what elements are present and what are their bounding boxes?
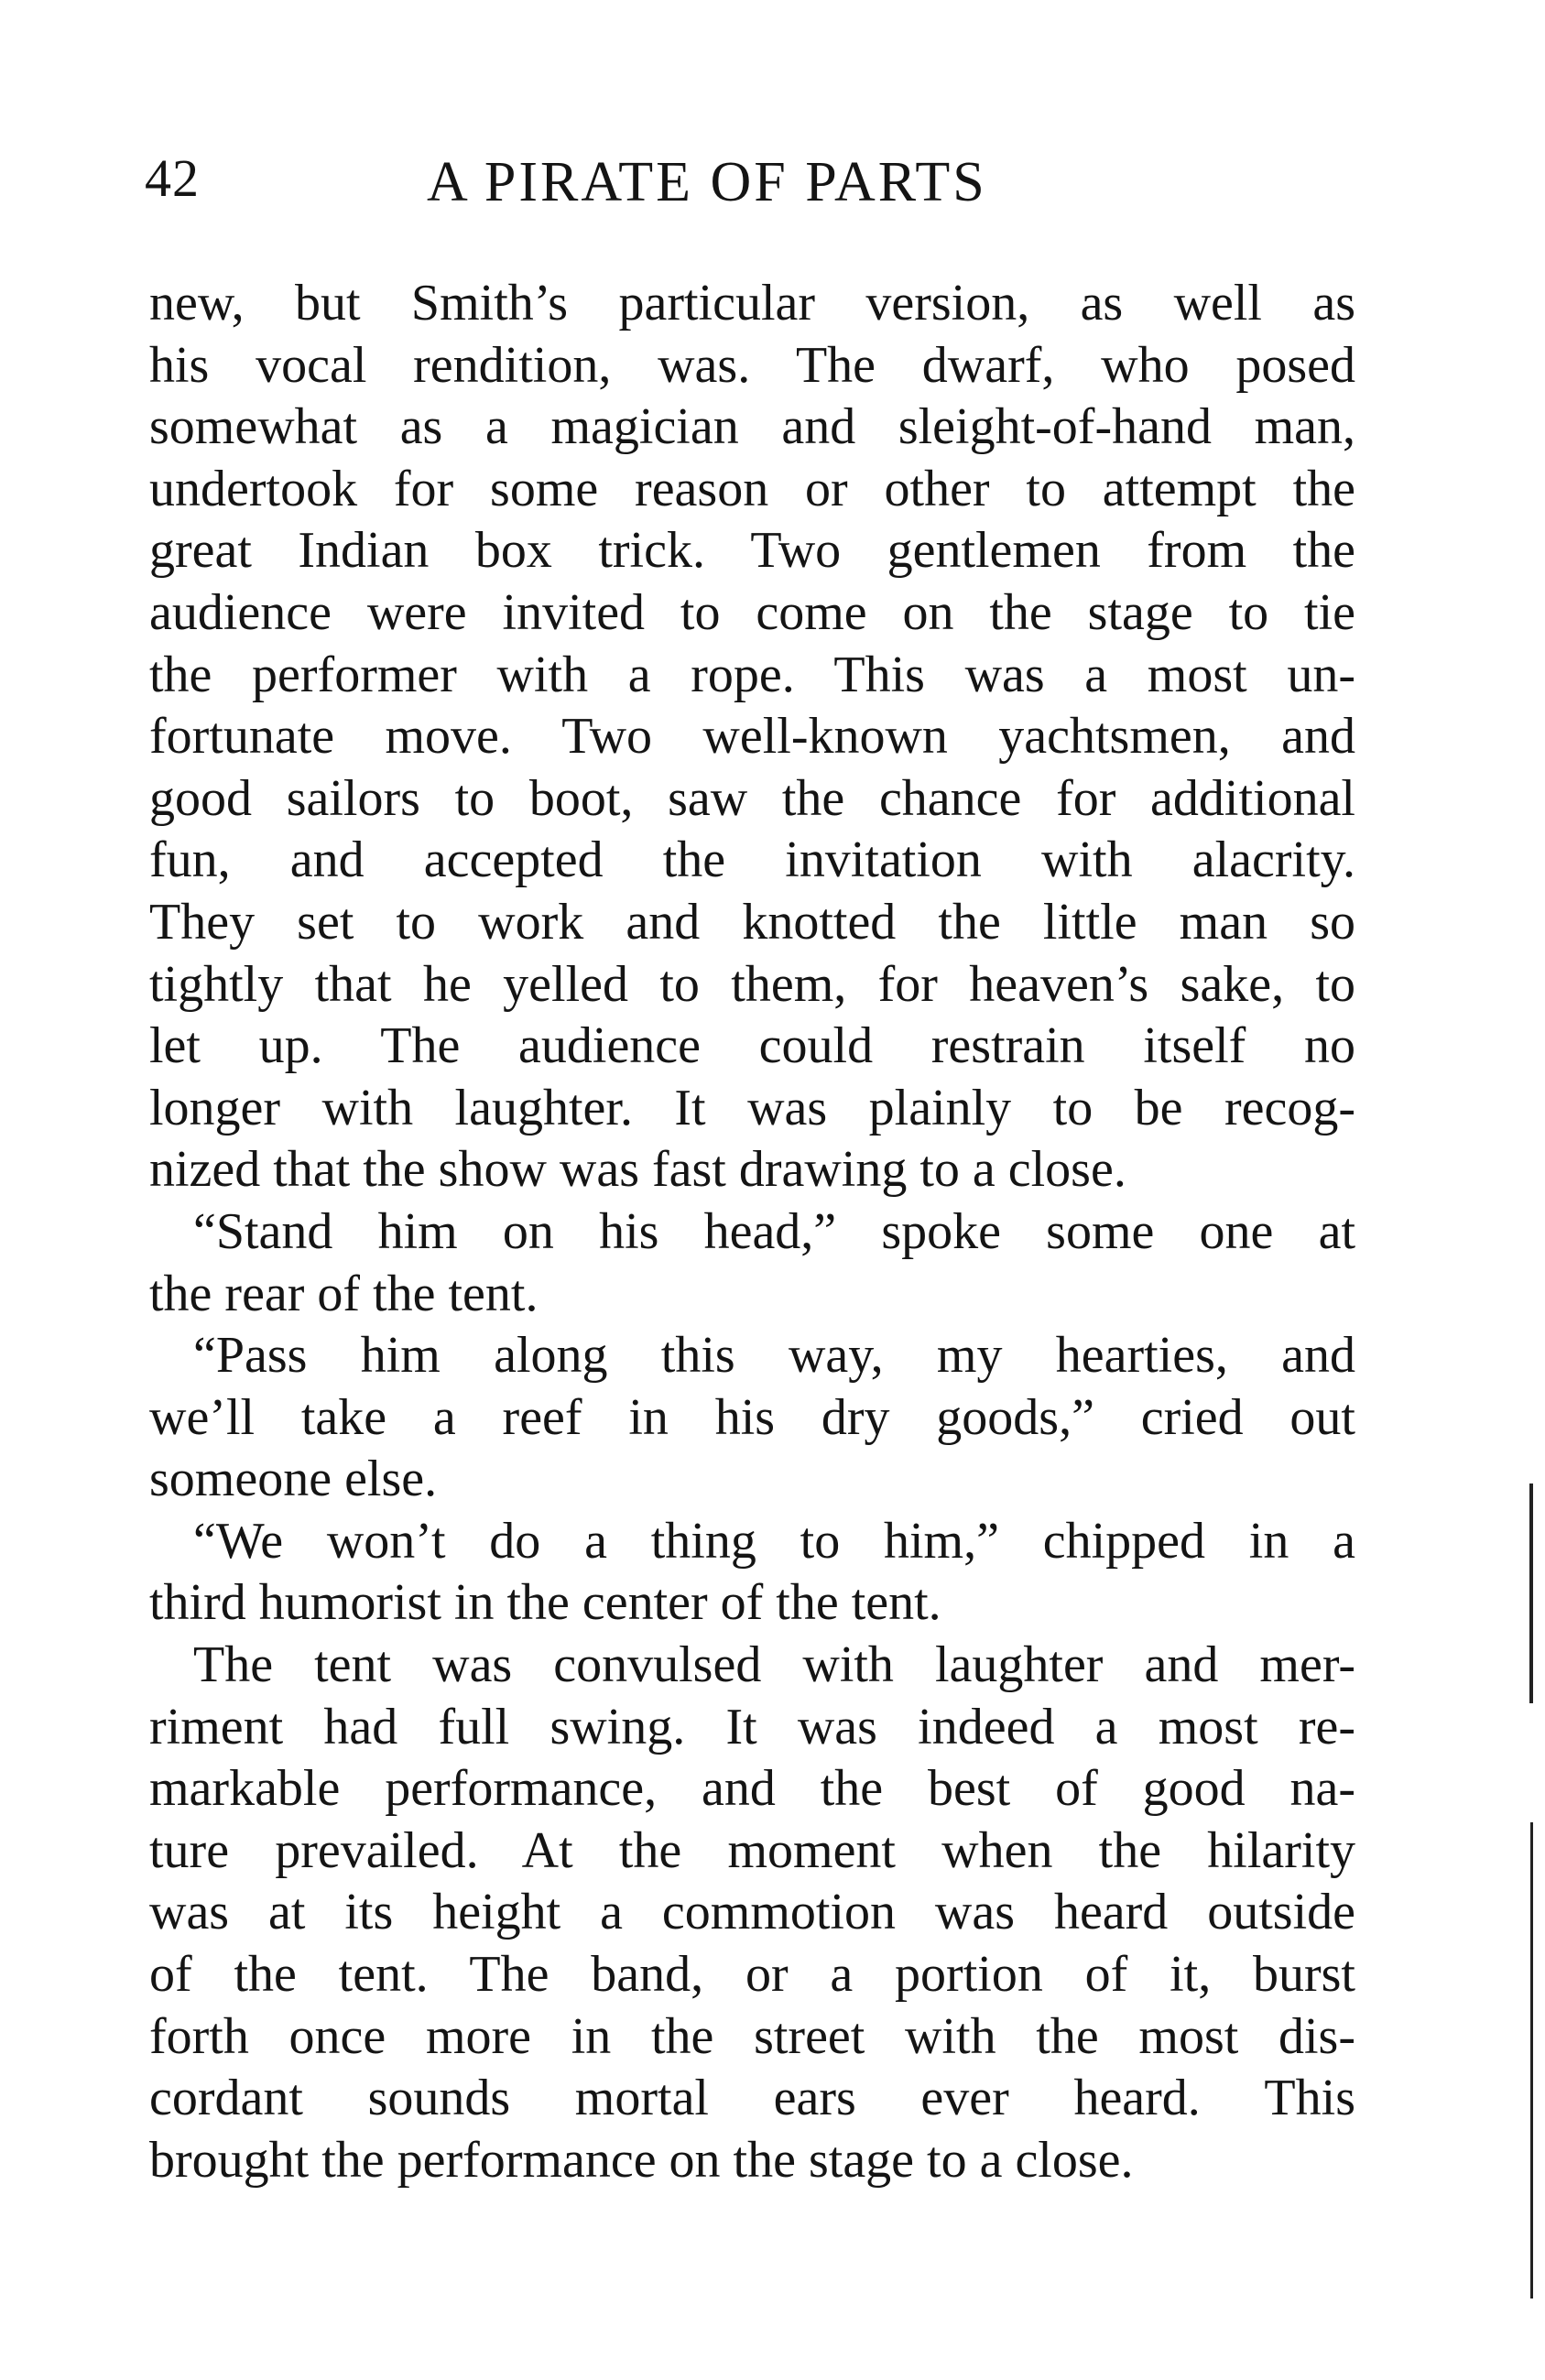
text-line: riment had full swing. It was indeed a most re- [149,1698,1355,1755]
text-line: tightly that he yelled to them, for heaven’s sake, to [149,955,1355,1013]
text-line: somewhat as a magician and sleight-of-hand man, [149,398,1355,456]
text-line: nized that the show was fast drawing to a close. [149,1141,1126,1199]
text-line: let up. The audience could restrain itself no [149,1017,1355,1075]
text-line: great Indian box trick. Two gentlemen from the [149,522,1355,580]
text-line: ture prevailed. At the moment when the hilarity [149,1821,1355,1879]
text-line: The tent was convulsed with laughter and mer- [193,1636,1355,1694]
text-line: “We won’t do a thing to him,” chipped in a [193,1512,1355,1570]
text-line: fun, and accepted the invitation with alacrity. [149,831,1355,889]
page-edge-mark [1530,1822,1533,2298]
text-line: “Stand him on his head,” spoke some one at [193,1202,1355,1260]
body-text [149,273,1355,2191]
page-number: 42 [145,148,200,208]
text-line: longer with laughter. It was plainly to be recog- [149,1079,1355,1136]
text-line: third humorist in the center of the tent. [149,1574,941,1632]
text-line: undertook for some reason or other to attempt the [149,460,1355,517]
running-title: A PIRATE OF PARTS [427,151,987,213]
text-line: the performer with a rope. This was a most un- [149,646,1355,703]
text-line: new, but Smith’s particular version, as well as [149,275,1355,331]
text-line: was at its height a commotion was heard outside [149,1884,1355,1941]
text-line: someone else. [149,1451,438,1508]
text-line: his vocal rendition, was. The dwarf, who posed [149,336,1355,394]
text-line: “Pass him along this way, my hearties, and [193,1327,1355,1385]
text-line: audience were invited to come on the stage to tie [149,583,1355,641]
text-line: brought the performance on the stage to a close. [149,2131,1134,2189]
text-line: They set to work and knotted the little man so [149,893,1355,951]
text-line: of the tent. The band, or a portion of it, burst [149,1946,1355,2004]
text-line: we’ll take a reef in his dry goods,” cried out [149,1388,1355,1446]
text-line: markable performance, and the best of good na- [149,1760,1355,1818]
page-edge-mark [1529,1483,1533,1703]
text-line: good sailors to boot, saw the chance for additional [149,769,1355,827]
text-line: the rear of the tent. [149,1265,539,1322]
text-line: forth once more in the street with the most dis- [149,2007,1355,2065]
text-line: cordant sounds mortal ears ever heard. This [149,2070,1355,2127]
text-line: fortunate move. Two well-known yachtsmen, and [149,708,1355,766]
